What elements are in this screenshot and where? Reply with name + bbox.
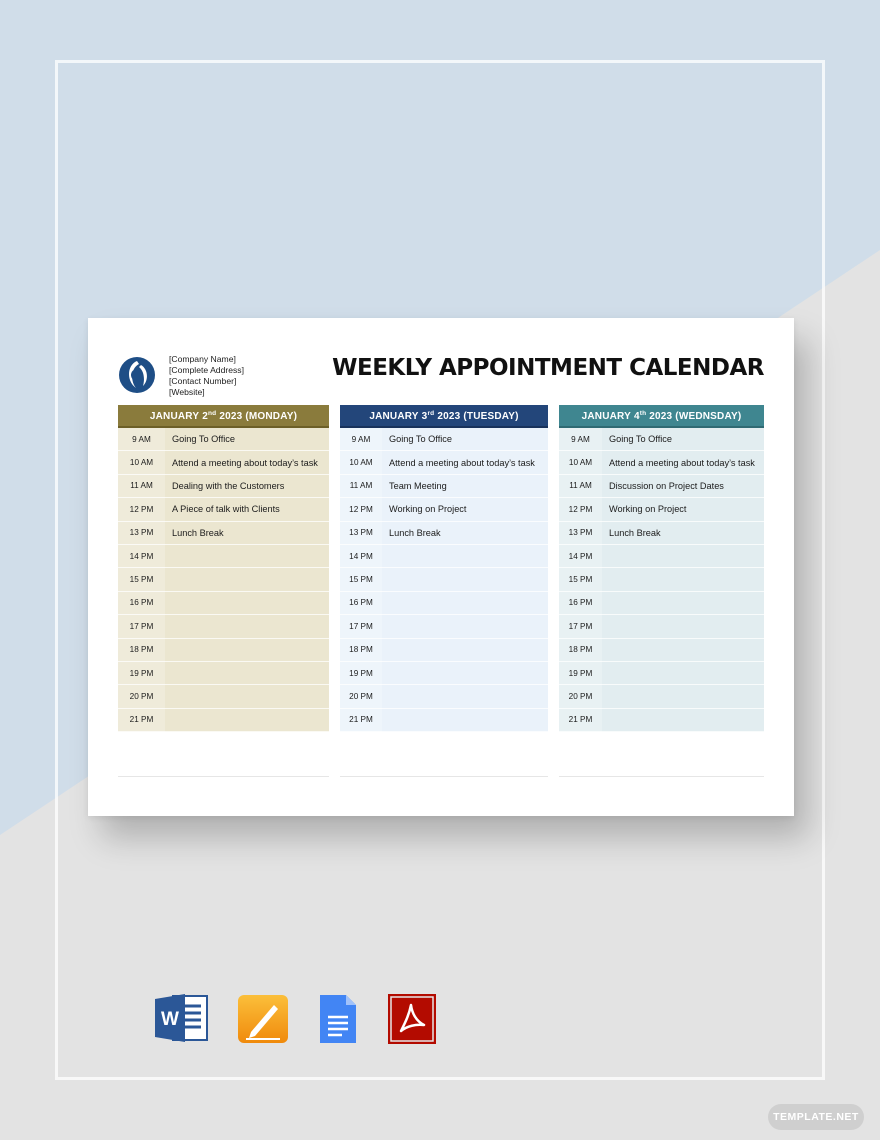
word-icon[interactable] <box>155 993 209 1043</box>
footer-divider <box>118 776 329 777</box>
appointment-rows <box>118 428 329 732</box>
time-label: 19 PM <box>568 668 593 678</box>
appointment-row <box>118 615 329 638</box>
day-number: 2 <box>202 411 208 422</box>
template-net-badge[interactable]: TEMPLATE.NET <box>768 1104 864 1130</box>
time-label: 9 AM <box>132 434 151 444</box>
company-contact: [Contact Number] <box>169 376 237 386</box>
pdf-icon[interactable] <box>387 993 437 1045</box>
time-label: 18 PM <box>568 645 593 655</box>
appointment-row <box>118 639 329 662</box>
appointment-row <box>340 428 548 451</box>
day-year-weekday: 2023 (WEDNSDAY) <box>649 411 742 422</box>
appointment-row <box>559 709 764 732</box>
appointment-text: Attend a meeting about today’s task <box>172 457 318 468</box>
time-label: 20 PM <box>349 691 373 701</box>
appointment-row <box>559 662 764 685</box>
time-label: 10 AM <box>129 458 154 468</box>
appointment-row <box>118 451 329 474</box>
time-label: 17 PM <box>129 621 154 631</box>
appointment-row <box>559 498 764 521</box>
appointment-row <box>118 709 329 732</box>
time-label: 14 PM <box>568 551 593 561</box>
time-label: 21 PM <box>129 715 154 725</box>
day-month: JANUARY <box>369 411 419 422</box>
appointment-rows <box>559 428 764 732</box>
appointment-row <box>559 639 764 662</box>
time-label: 12 PM <box>568 504 593 514</box>
time-label: 13 PM <box>568 528 593 538</box>
appointment-row <box>340 451 548 474</box>
document-title: WEEKLY APPOINTMENT CALENDAR <box>332 355 764 381</box>
appointment-row <box>340 639 548 662</box>
appointment-row <box>340 709 548 732</box>
appointment-text: Discussion on Project Dates <box>609 480 724 491</box>
time-label: 12 PM <box>349 504 373 514</box>
appointment-row <box>340 475 548 498</box>
appointment-text: Team Meeting <box>389 480 447 491</box>
company-name: [Company Name] <box>169 354 236 364</box>
day-header <box>559 405 764 428</box>
appointment-row <box>559 592 764 615</box>
appointment-text: Dealing with the Customers <box>172 480 285 491</box>
time-label: 16 PM <box>349 598 373 608</box>
time-label: 15 PM <box>349 575 373 585</box>
time-label: 15 PM <box>129 575 154 585</box>
time-label: 11 AM <box>130 481 153 491</box>
footer-divider <box>340 776 548 777</box>
day-column-monday <box>118 405 329 732</box>
appointment-row <box>559 615 764 638</box>
day-column-wednesday <box>559 405 764 732</box>
day-header <box>118 405 329 428</box>
appointment-row <box>559 545 764 568</box>
appointment-rows <box>340 428 548 732</box>
appointment-text: Going To Office <box>172 434 235 445</box>
time-label: 21 PM <box>568 715 593 725</box>
time-label: 20 PM <box>129 691 154 701</box>
time-label: 19 PM <box>129 668 154 678</box>
appointment-row <box>118 545 329 568</box>
appointment-text: Lunch Break <box>172 527 224 538</box>
appointment-row <box>340 498 548 521</box>
appointment-row <box>340 568 548 591</box>
app-format-icons <box>0 993 880 1045</box>
appointment-row <box>118 592 329 615</box>
company-website: [Website] <box>169 387 205 397</box>
appointment-row <box>559 451 764 474</box>
day-month: JANUARY <box>149 411 200 422</box>
day-suffix: rd <box>427 410 435 417</box>
appointment-row <box>118 568 329 591</box>
appointment-row <box>559 428 764 451</box>
time-label: 13 PM <box>349 528 373 538</box>
appointment-row <box>340 592 548 615</box>
appointment-row <box>118 428 329 451</box>
appointment-row <box>340 685 548 708</box>
time-label: 19 PM <box>349 668 373 678</box>
appointment-text: Going To Office <box>609 434 672 445</box>
appointment-text: Attend a meeting about today’s task <box>609 457 755 468</box>
time-label: 18 PM <box>349 645 373 655</box>
appointment-row <box>559 522 764 545</box>
calendar-document <box>88 318 794 816</box>
footer-divider <box>559 776 764 777</box>
appointment-text: Working on Project <box>389 504 467 515</box>
appointment-text: Lunch Break <box>389 527 441 538</box>
day-number: 4 <box>633 411 640 422</box>
appointment-text: Attend a meeting about today’s task <box>389 457 535 468</box>
appointment-row <box>118 522 329 545</box>
time-label: 18 PM <box>129 645 154 655</box>
time-label: 14 PM <box>349 551 373 561</box>
appointment-row <box>340 615 548 638</box>
company-address: [Complete Address] <box>169 365 244 375</box>
appointment-text: Working on Project <box>609 504 687 515</box>
time-label: 21 PM <box>349 715 373 725</box>
time-label: 10 AM <box>568 458 593 468</box>
appointment-text: Going To Office <box>389 434 452 445</box>
appointment-row <box>559 685 764 708</box>
day-header <box>340 405 548 428</box>
appointment-row <box>118 662 329 685</box>
day-suffix: th <box>639 410 647 417</box>
appointment-row <box>340 545 548 568</box>
day-year-weekday: 2023 (TUESDAY) <box>437 411 519 422</box>
time-label: 20 PM <box>568 691 593 701</box>
time-label: 9 AM <box>351 434 371 444</box>
time-label: 15 PM <box>568 575 593 585</box>
appointment-row <box>340 522 548 545</box>
appointment-row <box>118 475 329 498</box>
appointment-row <box>118 685 329 708</box>
day-column-tuesday <box>340 405 548 732</box>
time-label: 9 AM <box>571 434 590 444</box>
appointment-row <box>118 498 329 521</box>
time-label: 13 PM <box>129 528 154 538</box>
time-label: 16 PM <box>129 598 154 608</box>
day-suffix: nd <box>207 410 217 417</box>
appointment-text: Lunch Break <box>609 527 661 538</box>
time-label: 12 PM <box>129 504 154 514</box>
appointment-text: A Piece of talk with Clients <box>172 504 280 515</box>
time-label: 14 PM <box>129 551 154 561</box>
day-number: 3 <box>421 411 428 422</box>
day-year-weekday: 2023 (MONDAY) <box>219 411 298 422</box>
company-logo-icon <box>117 355 157 395</box>
time-label: 11 AM <box>569 481 592 491</box>
time-label: 17 PM <box>568 621 593 631</box>
time-label: 17 PM <box>349 621 373 631</box>
time-label: 10 AM <box>349 458 373 468</box>
word-letter: W <box>161 1009 179 1030</box>
appointment-row <box>559 568 764 591</box>
appointment-row <box>559 475 764 498</box>
company-info <box>169 354 244 398</box>
time-label: 11 AM <box>349 481 373 491</box>
google-docs-icon[interactable] <box>318 993 358 1045</box>
pages-icon[interactable] <box>237 994 289 1044</box>
time-label: 16 PM <box>568 598 593 608</box>
day-month: JANUARY <box>581 411 631 422</box>
appointment-row <box>340 662 548 685</box>
